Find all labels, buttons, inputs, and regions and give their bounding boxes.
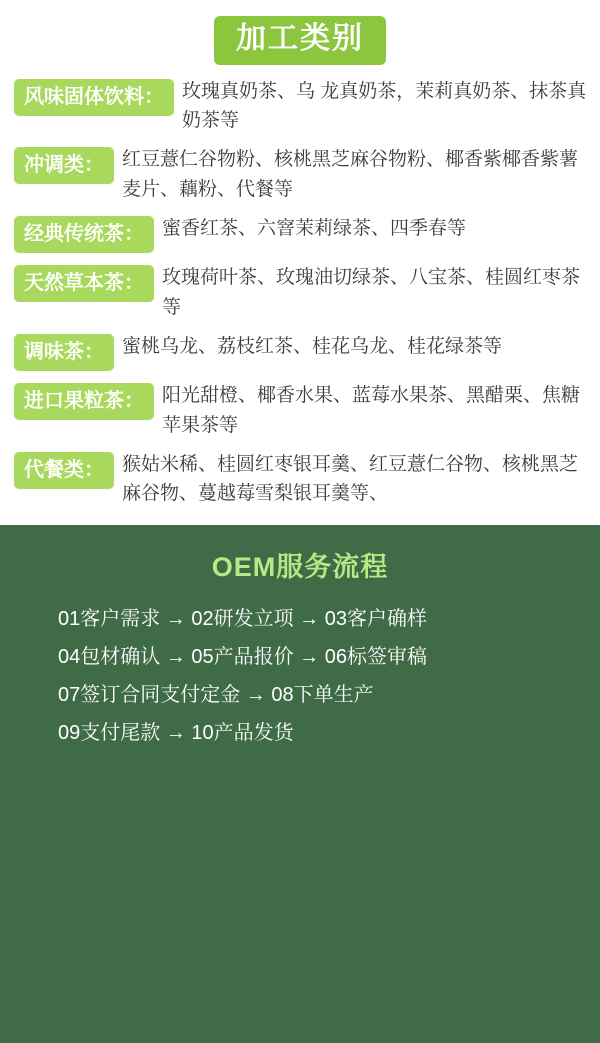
category-row (0, 77, 600, 136)
oem-step-line: 09支付尾款 → 10产品发货 (58, 721, 294, 744)
category-description: 蜜桃乌龙、荔枝红茶、桂花乌龙、桂花绿茶等 (122, 336, 503, 358)
oem-title: OEM服务流程 (211, 551, 389, 582)
category-row (0, 332, 600, 371)
category-label: 经典传统茶： (14, 216, 154, 253)
oem-process-section (0, 525, 600, 1043)
category-row (0, 381, 600, 440)
oem-step-line: 01客户需求 → 02研发立项 → 03客户确样 (58, 607, 427, 630)
category-label: 进口果粒茶： (14, 383, 154, 420)
category-description: 蜜香红茶、六窨茉莉绿茶、四季春等 (162, 218, 467, 240)
category-label: 风味固体饮料： (14, 79, 174, 116)
page-title-wrap (0, 0, 600, 77)
category-row (0, 263, 600, 322)
category-description: 红豆薏仁谷物粉、核桃黑芝麻谷物粉、椰香紫椰香紫薯麦片、藕粉、代餐等 (122, 149, 579, 200)
oem-step-line: 04包材确认 → 05产品报价 → 06标签审稿 (58, 645, 427, 668)
page-title: 加工类别 (214, 16, 386, 65)
category-description: 阳光甜橙、椰香水果、蓝莓水果茶、黑醋栗、焦糖苹果茶等 (162, 385, 581, 436)
category-label: 调味茶： (14, 334, 114, 371)
oem-steps (0, 600, 600, 752)
category-row (0, 450, 600, 509)
oem-step-line: 07签订合同支付定金 → 08下单生产 (58, 683, 374, 706)
category-row (0, 214, 600, 253)
category-description: 玫瑰荷叶茶、玫瑰油切绿茶、八宝茶、桂圆红枣茶等 (162, 267, 581, 318)
category-row (0, 145, 600, 204)
category-label: 天然草本茶： (14, 265, 154, 302)
category-label: 代餐类： (14, 452, 114, 489)
category-description: 玫瑰真奶茶、乌 龙真奶茶，茉莉真奶茶、抹茶真奶茶等 (182, 80, 587, 131)
category-description: 猴姑米稀、桂圆红枣银耳羹、红豆薏仁谷物、核桃黑芝麻谷物、蔓越莓雪梨银耳羹等、 (122, 454, 579, 505)
category-label: 冲调类： (14, 147, 114, 184)
